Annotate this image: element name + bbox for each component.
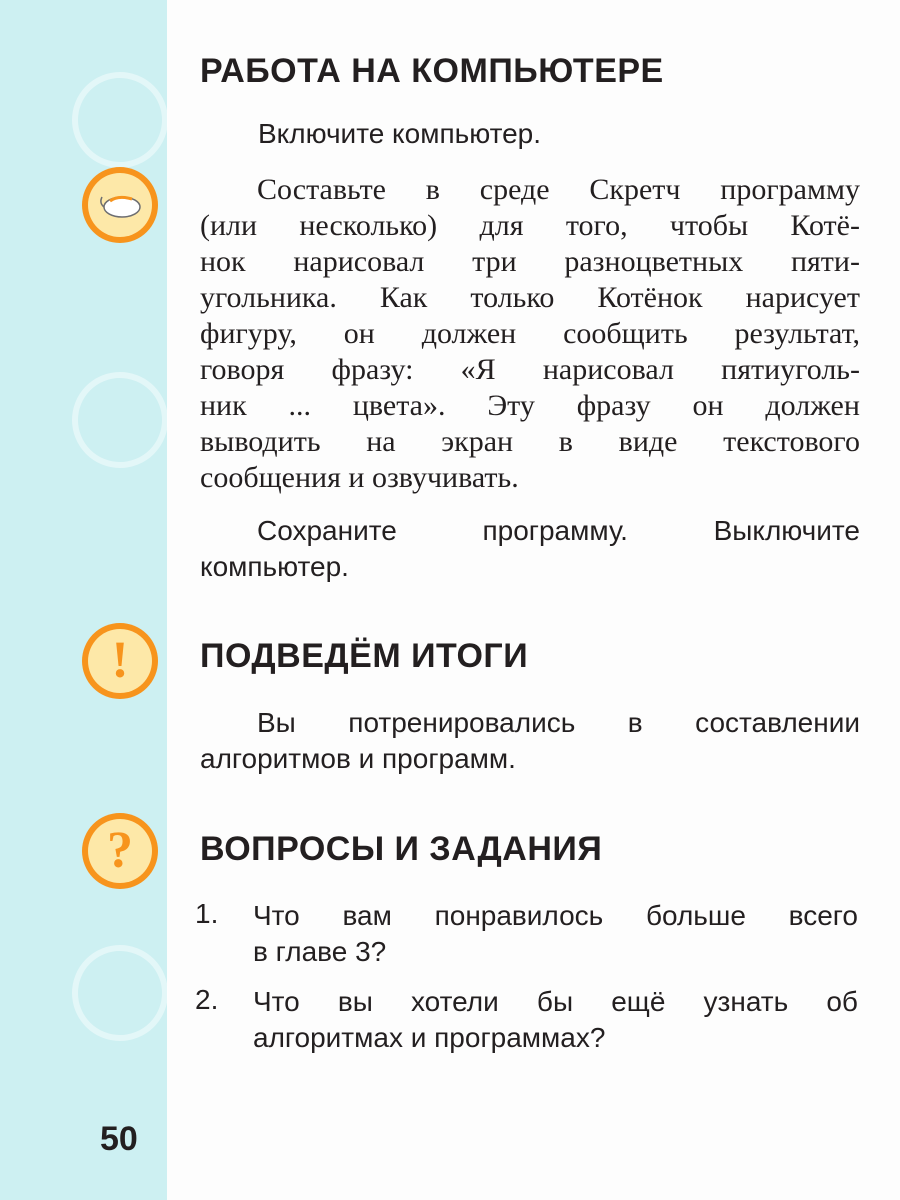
word: нок (200, 245, 246, 278)
word: вы (337, 986, 373, 1017)
word: цвета». (352, 389, 446, 422)
page-number: 50 (100, 1120, 138, 1158)
word: Что (253, 900, 300, 931)
word: пятиуголь- (721, 353, 860, 386)
word: три (472, 245, 517, 278)
watermark-circle-icon (72, 72, 168, 168)
text-line (200, 424, 860, 460)
word: вам (342, 900, 392, 931)
word: в главе 3? (253, 936, 387, 967)
word: об (826, 986, 858, 1017)
word: сообщить (563, 317, 688, 350)
text-line (200, 388, 860, 424)
question-mark-icon (82, 813, 158, 889)
word: он (343, 317, 375, 350)
word: ... (288, 389, 312, 422)
word: в (425, 173, 440, 206)
word: виде (618, 425, 678, 458)
watermark-circle-icon (72, 945, 168, 1041)
word: пяти- (790, 245, 860, 278)
word: угольника. (200, 281, 337, 314)
word: (или (200, 209, 258, 242)
text-line (200, 705, 860, 741)
question-1-text (253, 898, 858, 970)
word: программу (720, 173, 860, 206)
text-line (200, 513, 860, 549)
word: он (692, 389, 724, 422)
mouse-shape-icon (96, 185, 144, 225)
word: говоря (200, 353, 285, 386)
text-line (253, 898, 858, 934)
word: на (366, 425, 396, 458)
task-paragraph (200, 172, 860, 496)
word: того, (565, 209, 628, 242)
word: выводить (200, 425, 321, 458)
word: нарисовал (542, 353, 674, 386)
word: чтобы (669, 209, 749, 242)
word: больше (645, 900, 746, 931)
exclamation-icon (82, 623, 158, 699)
heading-questions: ВОПРОСЫ И ЗАДАНИЯ (200, 830, 603, 868)
text-line (253, 984, 858, 1020)
word: всего (788, 900, 858, 931)
word: Котёнок (597, 281, 703, 314)
text-line (200, 316, 860, 352)
word: Эту (487, 389, 535, 422)
word: потренировались (348, 707, 576, 738)
text-line (200, 741, 860, 777)
word: Что (253, 986, 300, 1017)
word: нарисовал (293, 245, 425, 278)
summary-paragraph (200, 705, 860, 777)
exclamation-glyph: ! (88, 629, 152, 693)
word: несколько) (299, 209, 438, 242)
word: Вы (257, 707, 296, 738)
word: Составьте (257, 173, 386, 206)
word: должен (421, 317, 517, 350)
word: алгоритмах и программах? (253, 1022, 606, 1053)
instruction-turn-on: Включите компьютер. (258, 118, 542, 149)
word: должен (765, 389, 860, 422)
word: хотели (411, 986, 499, 1017)
word: фразу: (331, 353, 414, 386)
text-line (200, 549, 860, 585)
word: ещё (611, 986, 666, 1017)
question-glyph: ? (88, 819, 152, 883)
word: только (470, 281, 555, 314)
word: бы (536, 986, 574, 1017)
word: Как (379, 281, 428, 314)
word: составлении (695, 707, 860, 738)
computer-mouse-icon (82, 167, 158, 243)
heading-summary: ПОДВЕДЁМ ИТОГИ (200, 637, 529, 675)
word: экран (441, 425, 514, 458)
word: «Я (460, 353, 496, 386)
word: фразу (576, 389, 651, 422)
question-number: 1. (195, 898, 219, 929)
word: компьютер. (200, 551, 349, 582)
word: сообщения и озвучивать. (200, 461, 519, 494)
word: разноцветных (564, 245, 744, 278)
word: Котё- (790, 209, 860, 242)
text-line (253, 1020, 858, 1056)
word: результат, (734, 317, 860, 350)
word: узнать (703, 986, 789, 1017)
word: ник (200, 389, 247, 422)
word: в (558, 425, 573, 458)
text-line (200, 460, 860, 496)
word: Сохраните (257, 515, 397, 546)
text-line (200, 208, 860, 244)
word: фигуру, (200, 317, 297, 350)
word: алгоритмов и программ. (200, 743, 516, 774)
text-line (200, 244, 860, 280)
word: нарисует (745, 281, 860, 314)
word: Выключите (713, 515, 860, 546)
text-line (253, 934, 858, 970)
question-2-text (253, 984, 858, 1056)
text-line (200, 280, 860, 316)
instruction-save-paragraph (200, 513, 860, 585)
word: Скретч (589, 173, 681, 206)
question-number: 2. (195, 984, 219, 1015)
text-line (200, 172, 860, 208)
watermark-circle-icon (72, 372, 168, 468)
word: текстового (723, 425, 860, 458)
heading-work-on-computer: РАБОТА НА КОМПЬЮТЕРЕ (200, 52, 664, 90)
word: в (627, 707, 643, 738)
word: понравилось (434, 900, 604, 931)
text-line (200, 352, 860, 388)
word: для (479, 209, 524, 242)
word: программу. (482, 515, 628, 546)
word: среде (479, 173, 550, 206)
